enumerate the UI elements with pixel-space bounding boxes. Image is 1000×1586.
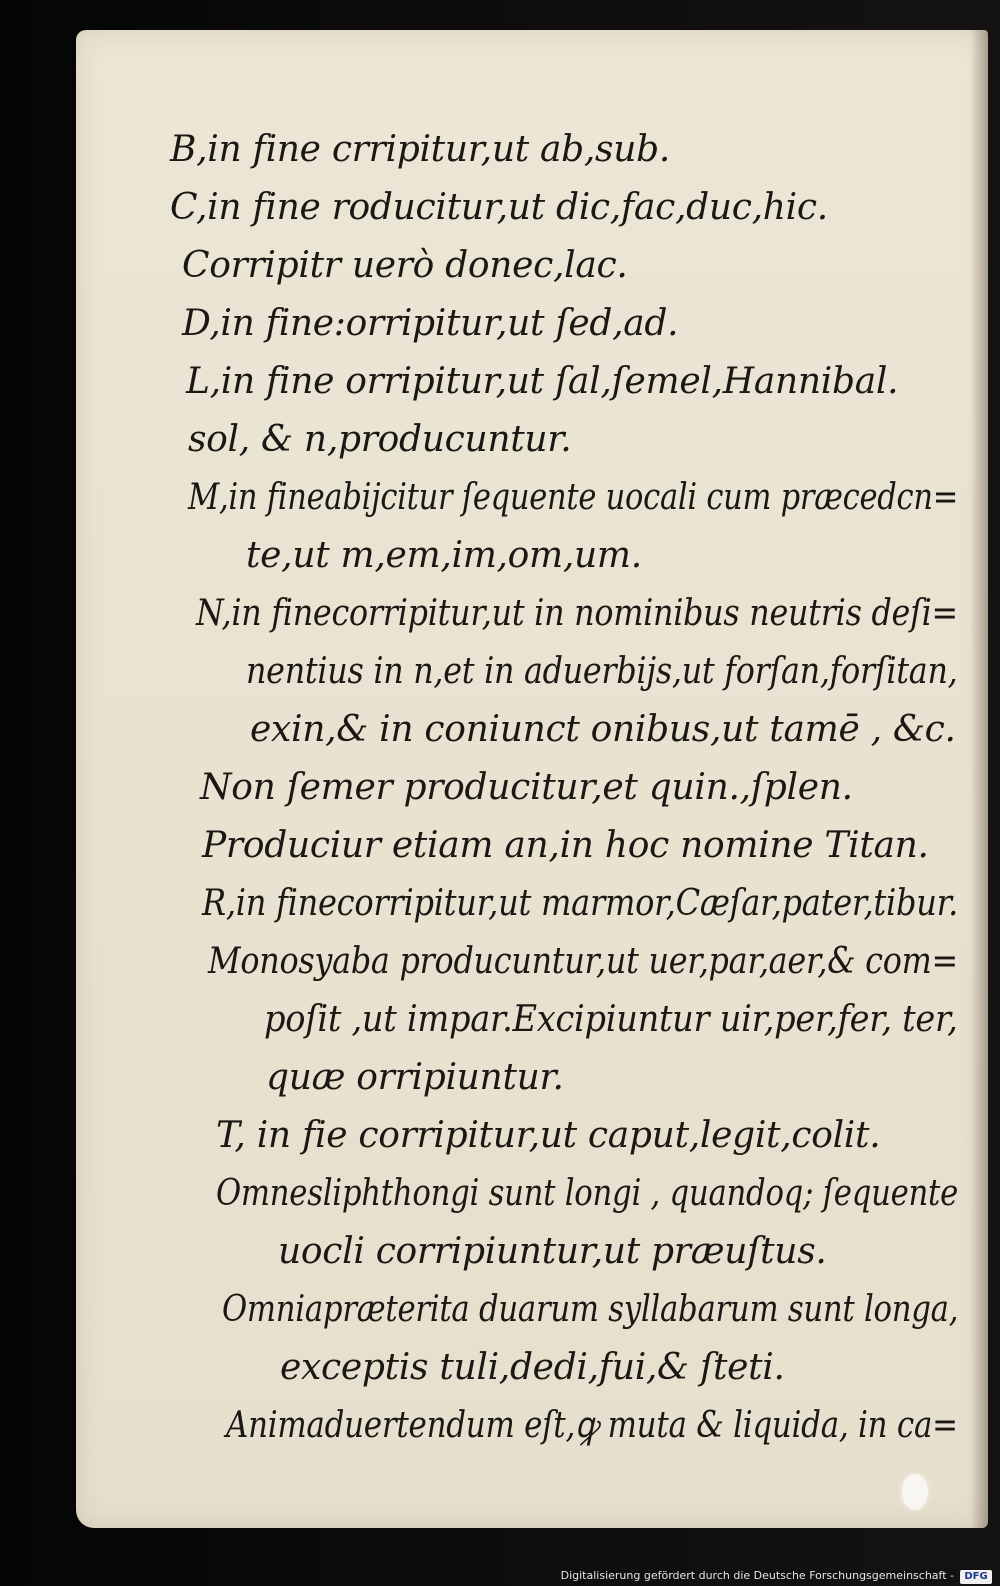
text-line: L,in fine orripitur,ut ſal,ſemel,Hannibal.: [186, 361, 899, 402]
text-line: Produciur etiam an,in hoc nomine Titan.: [202, 825, 929, 866]
text-line: Corripitr uerò donec,lac.: [182, 245, 628, 286]
paper-stain: [902, 1474, 928, 1510]
text-line: uocli corripiuntur,ut præuſtus.: [278, 1231, 827, 1272]
text-line: R,in finecorripitur,ut marmor,Cæſar,pater,tibur.: [202, 883, 959, 924]
text-line: C,in fine roducitur,ut dic,fac,duc,hic.: [170, 187, 828, 228]
book-page: [76, 30, 988, 1528]
text-line: D,in fine:orripitur,ut ſed,ad.: [182, 303, 679, 344]
text-line: Monosyaba producuntur,ut uer,par,aer,& com=: [208, 941, 958, 982]
text-line: poſit ,ut impar.Excipiuntur uir,per,fer, ter,: [264, 999, 958, 1040]
page-edge-shadow: [970, 30, 988, 1528]
text-line: T, in fie corripitur,ut caput,legit,colit.: [216, 1115, 881, 1156]
text-line: sol, & n,producuntur.: [188, 419, 572, 460]
dfg-logo: DFG: [960, 1570, 992, 1584]
text-line: quæ orripiuntur.: [266, 1057, 564, 1098]
text-line: Omniapræterita duarum syllabarum sunt longa,: [222, 1289, 959, 1330]
text-line: M,in fineabijcitur ſequente uocali cum præcedcn=: [188, 477, 959, 518]
text-line: Animaduertendum eſt,ꝙ muta & liquida, in ca=: [226, 1405, 958, 1446]
text-line: nentius in n,et in aduerbijs,ut forſan,forſitan,: [246, 651, 958, 692]
text-line: N,in finecorripitur,ut in nominibus neutris deſi=: [196, 593, 958, 634]
text-line: Non ſemer producitur,et quin.,ſplen.: [200, 767, 853, 808]
text-line: B,in fine crripitur,ut ab,sub.: [170, 129, 671, 170]
digitization-credit: Digitalisierung gefördert durch die Deutsche Forschungsgemeinschaft -: [560, 1569, 954, 1582]
text-line: Omnesliphthongi sunt longi , quandoq; ſequente: [216, 1173, 959, 1214]
text-line: te,ut m,em,im,om,um.: [246, 535, 642, 576]
text-line: exin,& in coniunct onibus,ut tamē , &c.: [250, 709, 956, 750]
text-line: exceptis tuli,dedi,fui,& ſteti.: [280, 1347, 785, 1388]
